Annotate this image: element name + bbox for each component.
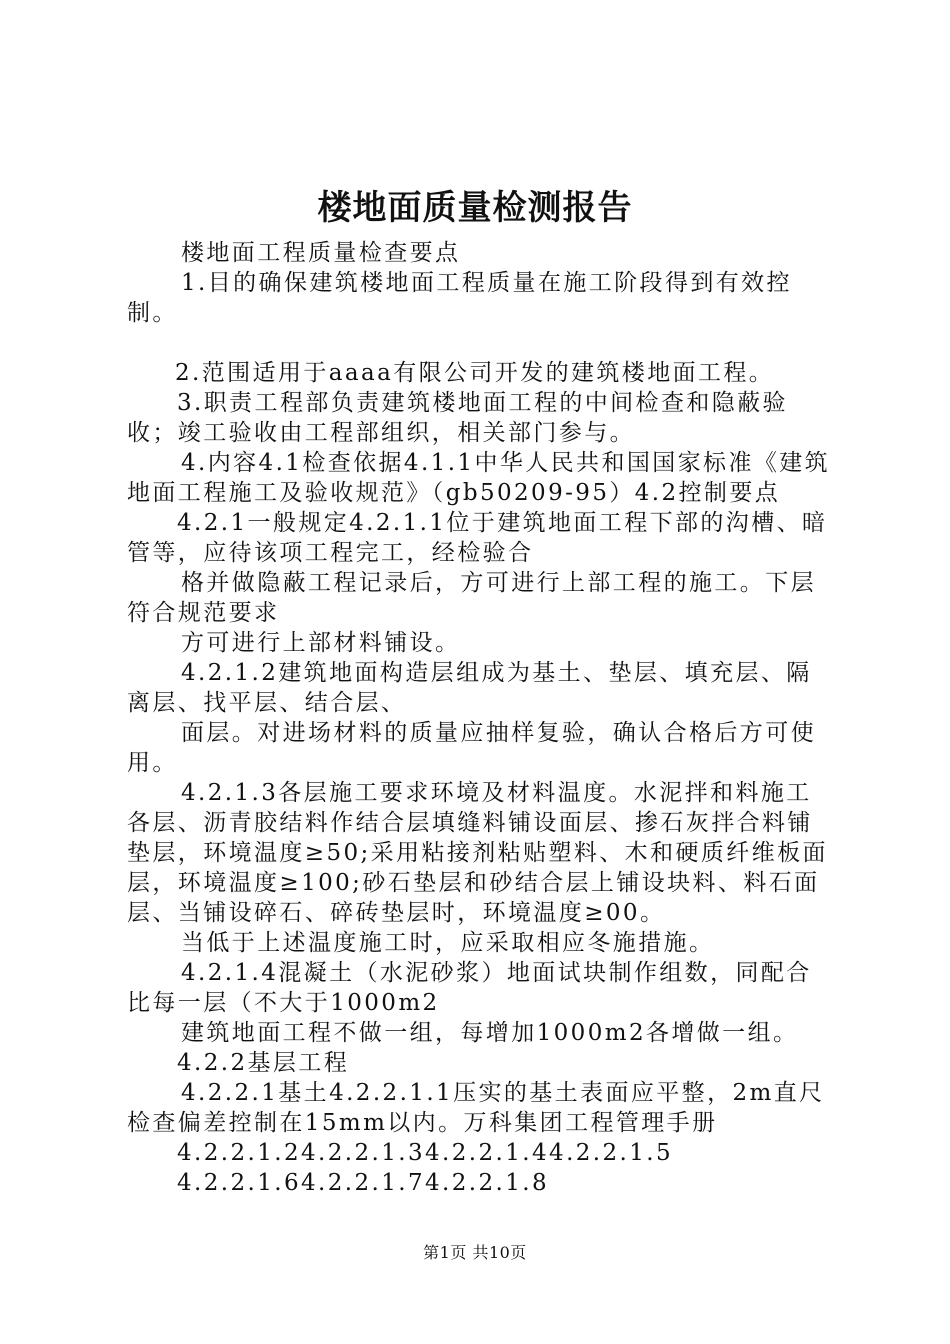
paragraph: 4.2.1.4混凝土（水泥砂浆）地面试块制作组数，同配合比每一层（不大于1000m2 [127, 960, 812, 1016]
paragraph: 1.目的确保建筑楼地面工程质量在施工阶段得到有效控制。 [127, 270, 792, 326]
paragraph: 4.2.2基层工程 [177, 1050, 350, 1076]
page-footer: 第1页 共10页 [423, 1243, 527, 1262]
paragraph: 4.2.2.1基土4.2.2.1.1压实的基土表面应平整，2m直尺检查偏差控制在15mm以内。万科集团工程管理手册 [127, 1080, 825, 1136]
paragraph: 格并做隐蔽工程记录后，方可进行上部工程的施工。下层符合规范要求 [127, 570, 816, 626]
blank-line [127, 328, 837, 358]
document-body [127, 238, 837, 1198]
paragraph: 2.范围适用于aaaa有限公司开发的建筑楼地面工程。 [175, 360, 775, 386]
paragraph: 4.2.2.1.64.2.2.1.74.2.2.1.8 [177, 1170, 550, 1196]
paragraph: 4.内容4.1检查依据4.1.1中华人民共和国国家标准《建筑地面工程施工及验收规范》（gb50209-95）4.2控制要点 [127, 450, 831, 506]
paragraph: 方可进行上部材料铺设。 [181, 630, 461, 656]
paragraph: 3.职责工程部负责建筑楼地面工程的中间检查和隐蔽验收；竣工验收由工程部组织，相关部门参与。 [127, 390, 788, 446]
paragraph: 当低于上述温度施工时，应采取相应冬施措施。 [181, 930, 715, 956]
paragraph: 建筑地面工程不做一组，每增加1000m2各增做一组。 [181, 1020, 799, 1046]
document-title: 楼地面质量检测报告 [317, 188, 633, 228]
paragraph: 4.2.2.1.24.2.2.1.34.2.2.1.44.2.2.1.5 [177, 1140, 674, 1166]
paragraph-heading: 楼地面工程质量检查要点 [181, 240, 461, 266]
paragraph: 4.2.1一般规定4.2.1.1位于建筑地面工程下部的沟槽、暗管等，应待该项工程完工，经检验合 [127, 510, 828, 566]
paragraph: 4.2.1.3各层施工要求环境及材料温度。水泥拌和料施工各层、沥青胶结料作结合层填缝料铺设面层、掺石灰拌合料铺垫层，环境温度≥50;采用粘接剂粘贴塑料、木和硬质纤维板面层，环境温度≥100;砂石垫层和砂结合层上铺设块料、料石面层、当铺设碎石、碎砖垫层时，环境温度≥00。 [127, 780, 828, 926]
paragraph: 面层。对进场材料的质量应抽样复验，确认合格后方可使用。 [127, 720, 816, 776]
paragraph: 4.2.1.2建筑地面构造层组成为基土、垫层、填充层、隔离层、找平层、结合层、 [127, 660, 812, 716]
